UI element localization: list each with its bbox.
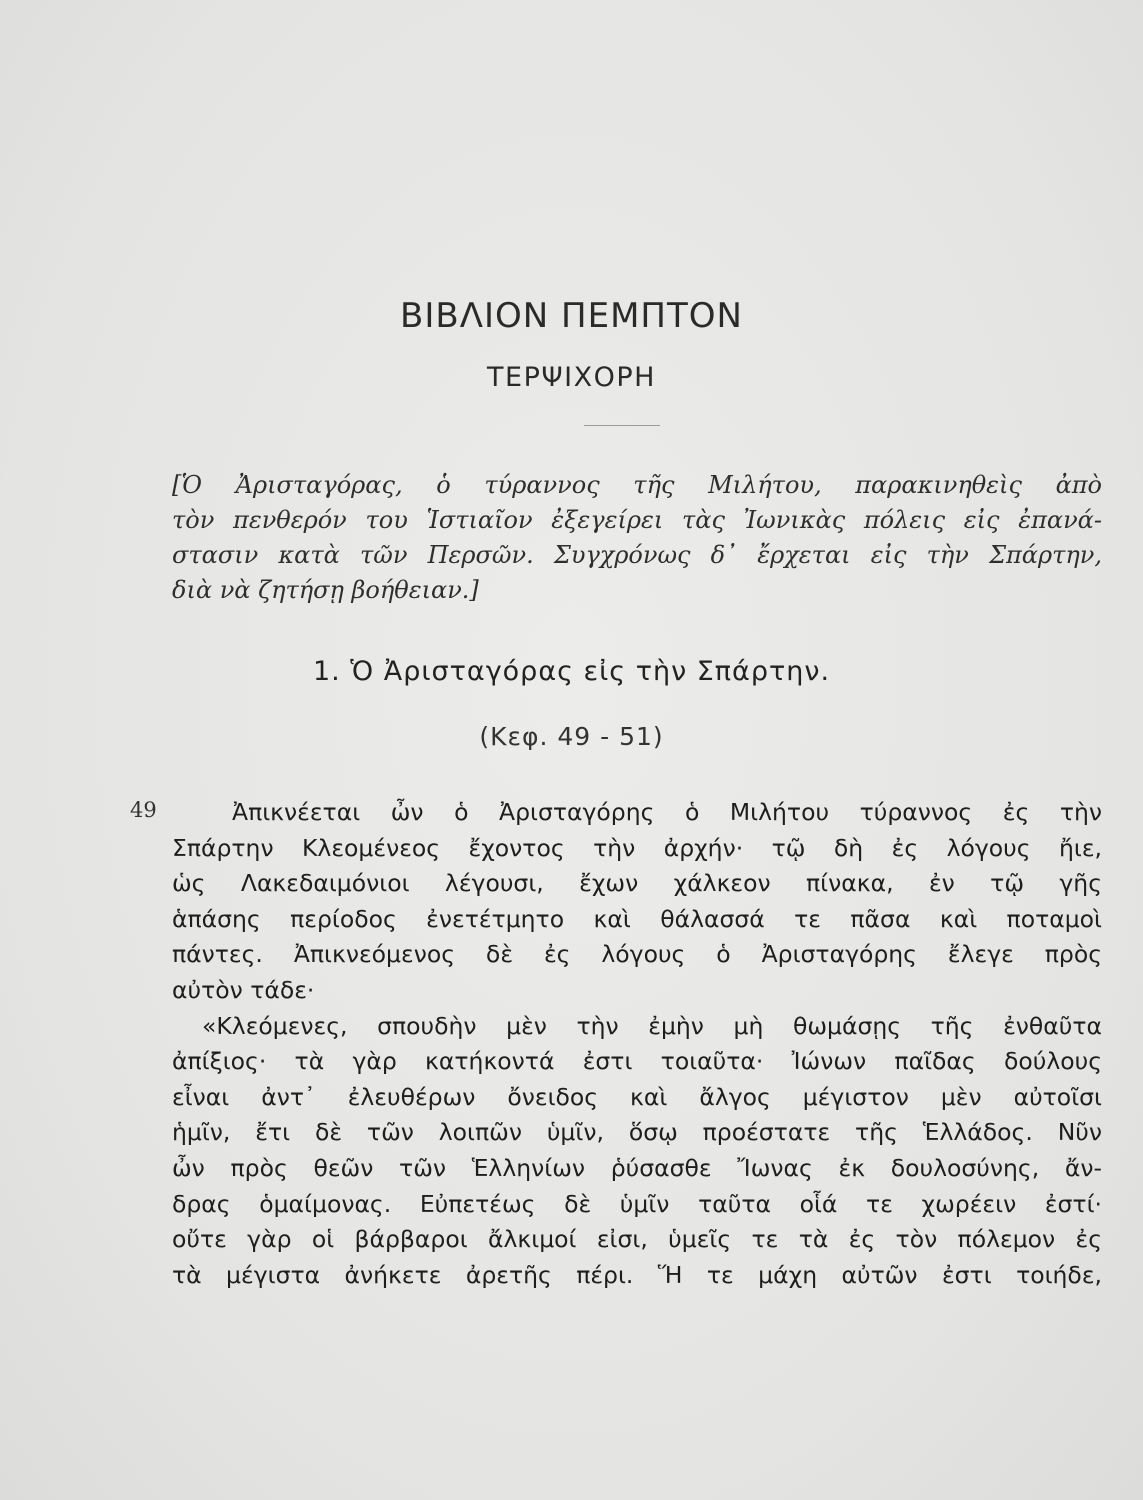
text-line: πάντες. Ἀπικνεόμενος δὲ ἐς λόγους ὁ Ἀρισταγόρης ἔλεγε πρὸς <box>172 940 1102 969</box>
section-heading: 1. Ὁ Ἀρισταγόρας εἰς τὴν Σπάρτην. <box>312 656 831 687</box>
body-text <box>172 795 1102 1293</box>
text-line: ἀπίξιος· τὰ γὰρ κατήκοντά ἐστι τοιαῦτα· Ἰώνων παῖδας δούλους <box>172 1047 1102 1076</box>
text-line: ἡμῖν, ἔτι δὲ τῶν λοιπῶν ὑμῖν, ὅσῳ προέστατε τῆς Ἑλλάδος. Νῦν <box>172 1118 1102 1147</box>
text-line: ὦν πρὸς θεῶν τῶν Ἑλληνίων ῥύσασθε Ἴωνας ἐκ δουλοσύνης, ἄν- <box>172 1153 1102 1182</box>
text-line: Ἀπικνέεται ὦν ὁ Ἀρισταγόρης ὁ Μιλήτου τύραννος ἐς τὴν <box>232 798 1102 826</box>
margin-chapter-number: 49 <box>130 798 157 822</box>
summary-line: διὰ νὰ ζητήσῃ βοήθειαν.] <box>172 576 479 604</box>
chapter-range: (Κεφ. 49 - 51) <box>479 722 664 751</box>
text-line: εἶναι ἀντ᾽ ἐλευθέρων ὄνειδος καὶ ἄλγος μέγιστον μὲν αὐτοῖσι <box>172 1082 1102 1111</box>
text-line: «Κλεόμενες, σπουδὴν μὲν τὴν ἐμὴν μὴ θωμάσῃς τῆς ἐνθαῦτα <box>202 1011 1102 1040</box>
chapter-summary <box>172 468 1102 608</box>
summary-line: τὸν πενθερόν του Ἱστιαῖον ἐξεγείρει τὰς Ἰωνικὰς πόλεις εἰς ἐπανά- <box>172 506 1102 534</box>
text-line: τὰ μέγιστα ἀνήκετε ἀρετῆς πέρι. Ἥ τε μάχη αὐτῶν ἐστι τοιήδε, <box>172 1260 1102 1289</box>
text-line: ὡς Λακεδαιμόνιοι λέγουσι, ἔχων χάλκεον πίνακα, ἐν τῷ γῆς <box>172 869 1102 898</box>
text-line: δρας ὁμαίμονας. Εὐπετέως δὲ ὑμῖν ταῦτα οἷά τε χωρέειν ἐστί· <box>172 1189 1102 1218</box>
summary-line: [Ὁ Ἀρισταγόρας, ὁ τύραννος τῆς Μιλήτου, παρακινηθεὶς ἀπὸ <box>172 471 1102 499</box>
title-divider <box>584 425 660 426</box>
book-subtitle: ΤΕΡΨΙΧΟΡΗ <box>487 362 656 393</box>
text-line: Σπάρτην Κλεομένεος ἔχοντος τὴν ἀρχήν· τῷ δὴ ἐς λόγους ἤιε, <box>172 833 1102 862</box>
text-line: οὔτε γὰρ οἱ βάρβαροι ἄλκιμοί εἰσι, ὑμεῖς τε τὰ ἐς τὸν πόλεμον ἐς <box>172 1225 1102 1254</box>
text-line: ἁπάσης περίοδος ἐνετέτμητο καὶ θάλασσά τε πᾶσα καὶ ποταμοὶ <box>172 904 1102 933</box>
book-title: ΒΙΒΛΙΟΝ ΠΕΜΠΤΟΝ <box>400 296 743 336</box>
summary-line: στασιν κατὰ τῶν Περσῶν. Συγχρόνως δ᾽ ἔρχεται εἰς τὴν Σπάρτην, <box>172 541 1102 569</box>
text-line: αὐτὸν τάδε· <box>172 975 315 1004</box>
